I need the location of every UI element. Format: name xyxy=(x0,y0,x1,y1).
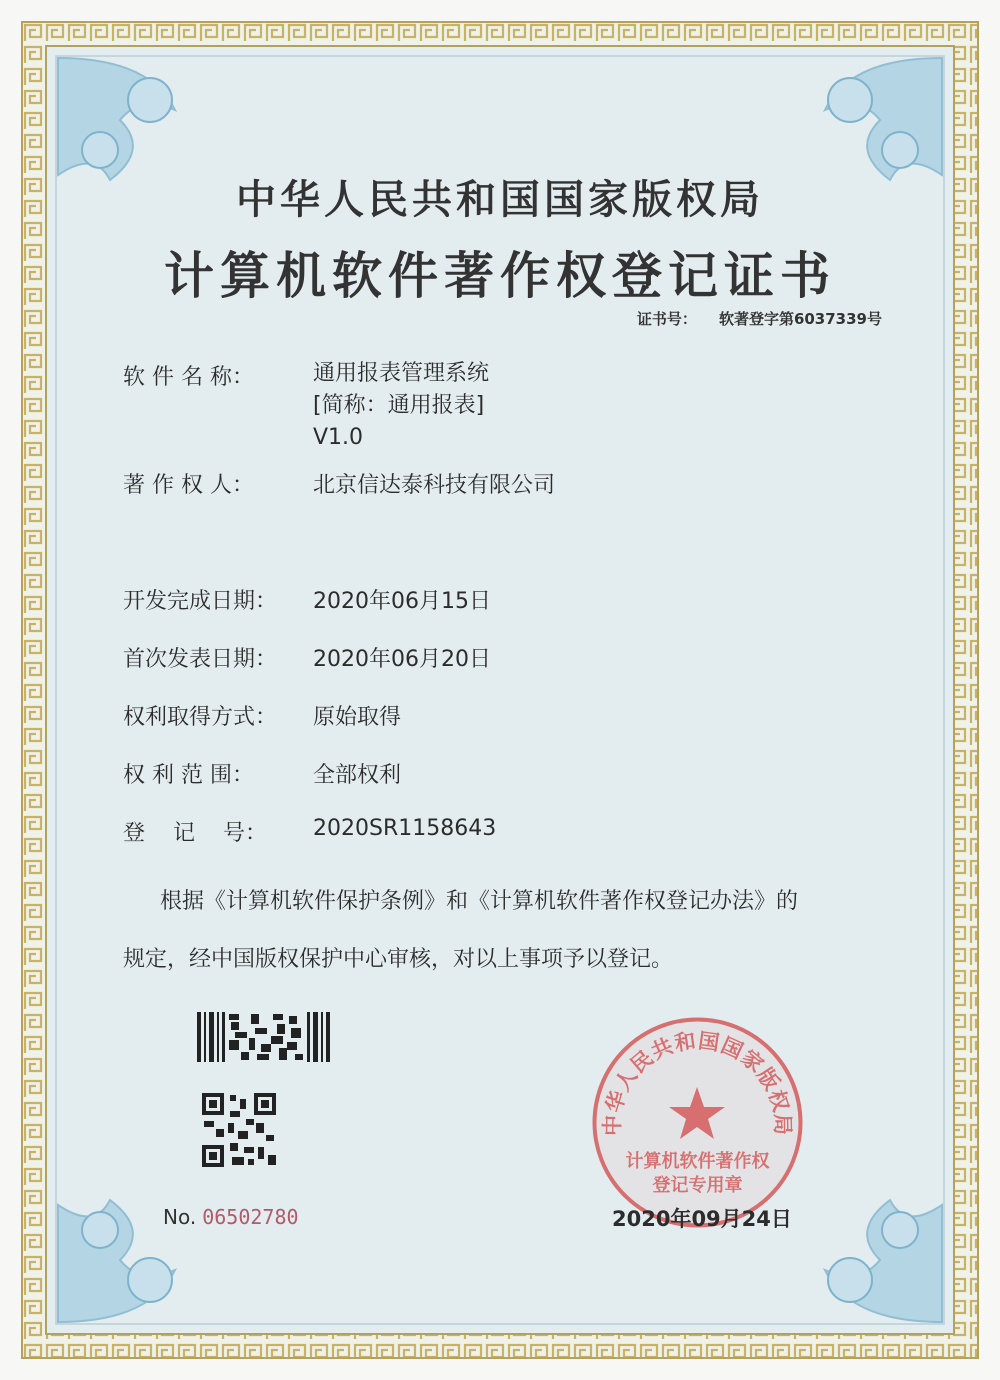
dev-date-label: 开发完成日期： xyxy=(123,589,278,614)
certificate-number-label: 证书号： xyxy=(636,310,697,328)
official-seal xyxy=(590,1015,805,1230)
qr-code xyxy=(200,1091,278,1169)
serial-number xyxy=(163,1205,299,1229)
publish-date-label: 首次发表日期： xyxy=(123,647,278,672)
seal-inner-line-1: 计算机软件著作权 xyxy=(625,1151,770,1172)
software-name-label: 软 件 名 称： xyxy=(123,365,254,390)
seal-graphic xyxy=(590,1015,805,1230)
owner-value: 北京信达泰科技有限公司 xyxy=(313,473,556,498)
acquire-label: 权利取得方式： xyxy=(123,705,278,730)
seal-inner-line-2: 登记专用章 xyxy=(652,1175,743,1196)
issuing-authority: 中华人民共和国国家版权局 xyxy=(236,177,764,223)
scope-value: 全部权利 xyxy=(313,763,402,788)
owner-label: 著 作 权 人： xyxy=(123,473,254,498)
software-name-value-group xyxy=(313,358,489,454)
serial-number-value: 06502780 xyxy=(202,1205,299,1229)
seal-ring-text: 中华人民共和国国家版权局 xyxy=(600,1028,795,1137)
publish-date-value: 2020年06月20日 xyxy=(313,647,491,672)
issue-date: 2020年09月24日 xyxy=(612,1207,792,1231)
certificate-number xyxy=(637,308,882,329)
registration-number: 2020SR1158643 xyxy=(313,816,497,841)
serial-number-label: No. xyxy=(163,1205,197,1229)
software-name: 通用报表管理系统 xyxy=(313,361,490,386)
certificate-number-value: 软著登字第6037339号 xyxy=(718,310,882,328)
registration-label: 登 记 号： xyxy=(123,821,267,846)
legal-basis-line-1: 根据《计算机软件保护条例》和《计算机软件著作权登记办法》的 xyxy=(160,889,799,914)
scope-label: 权 利 范 围： xyxy=(123,763,254,788)
barcode xyxy=(195,1008,335,1066)
certificate-title: 计算机软件著作权登记证书 xyxy=(164,247,836,305)
legal-basis-line-2: 规定，经中国版权保护中心审核，对以上事项予以登记。 xyxy=(123,947,674,972)
software-short-name: [简称：通用报表] xyxy=(313,393,485,418)
acquire-value: 原始取得 xyxy=(313,705,402,730)
dev-date-value: 2020年06月15日 xyxy=(313,589,491,614)
software-version: V1.0 xyxy=(313,425,364,450)
